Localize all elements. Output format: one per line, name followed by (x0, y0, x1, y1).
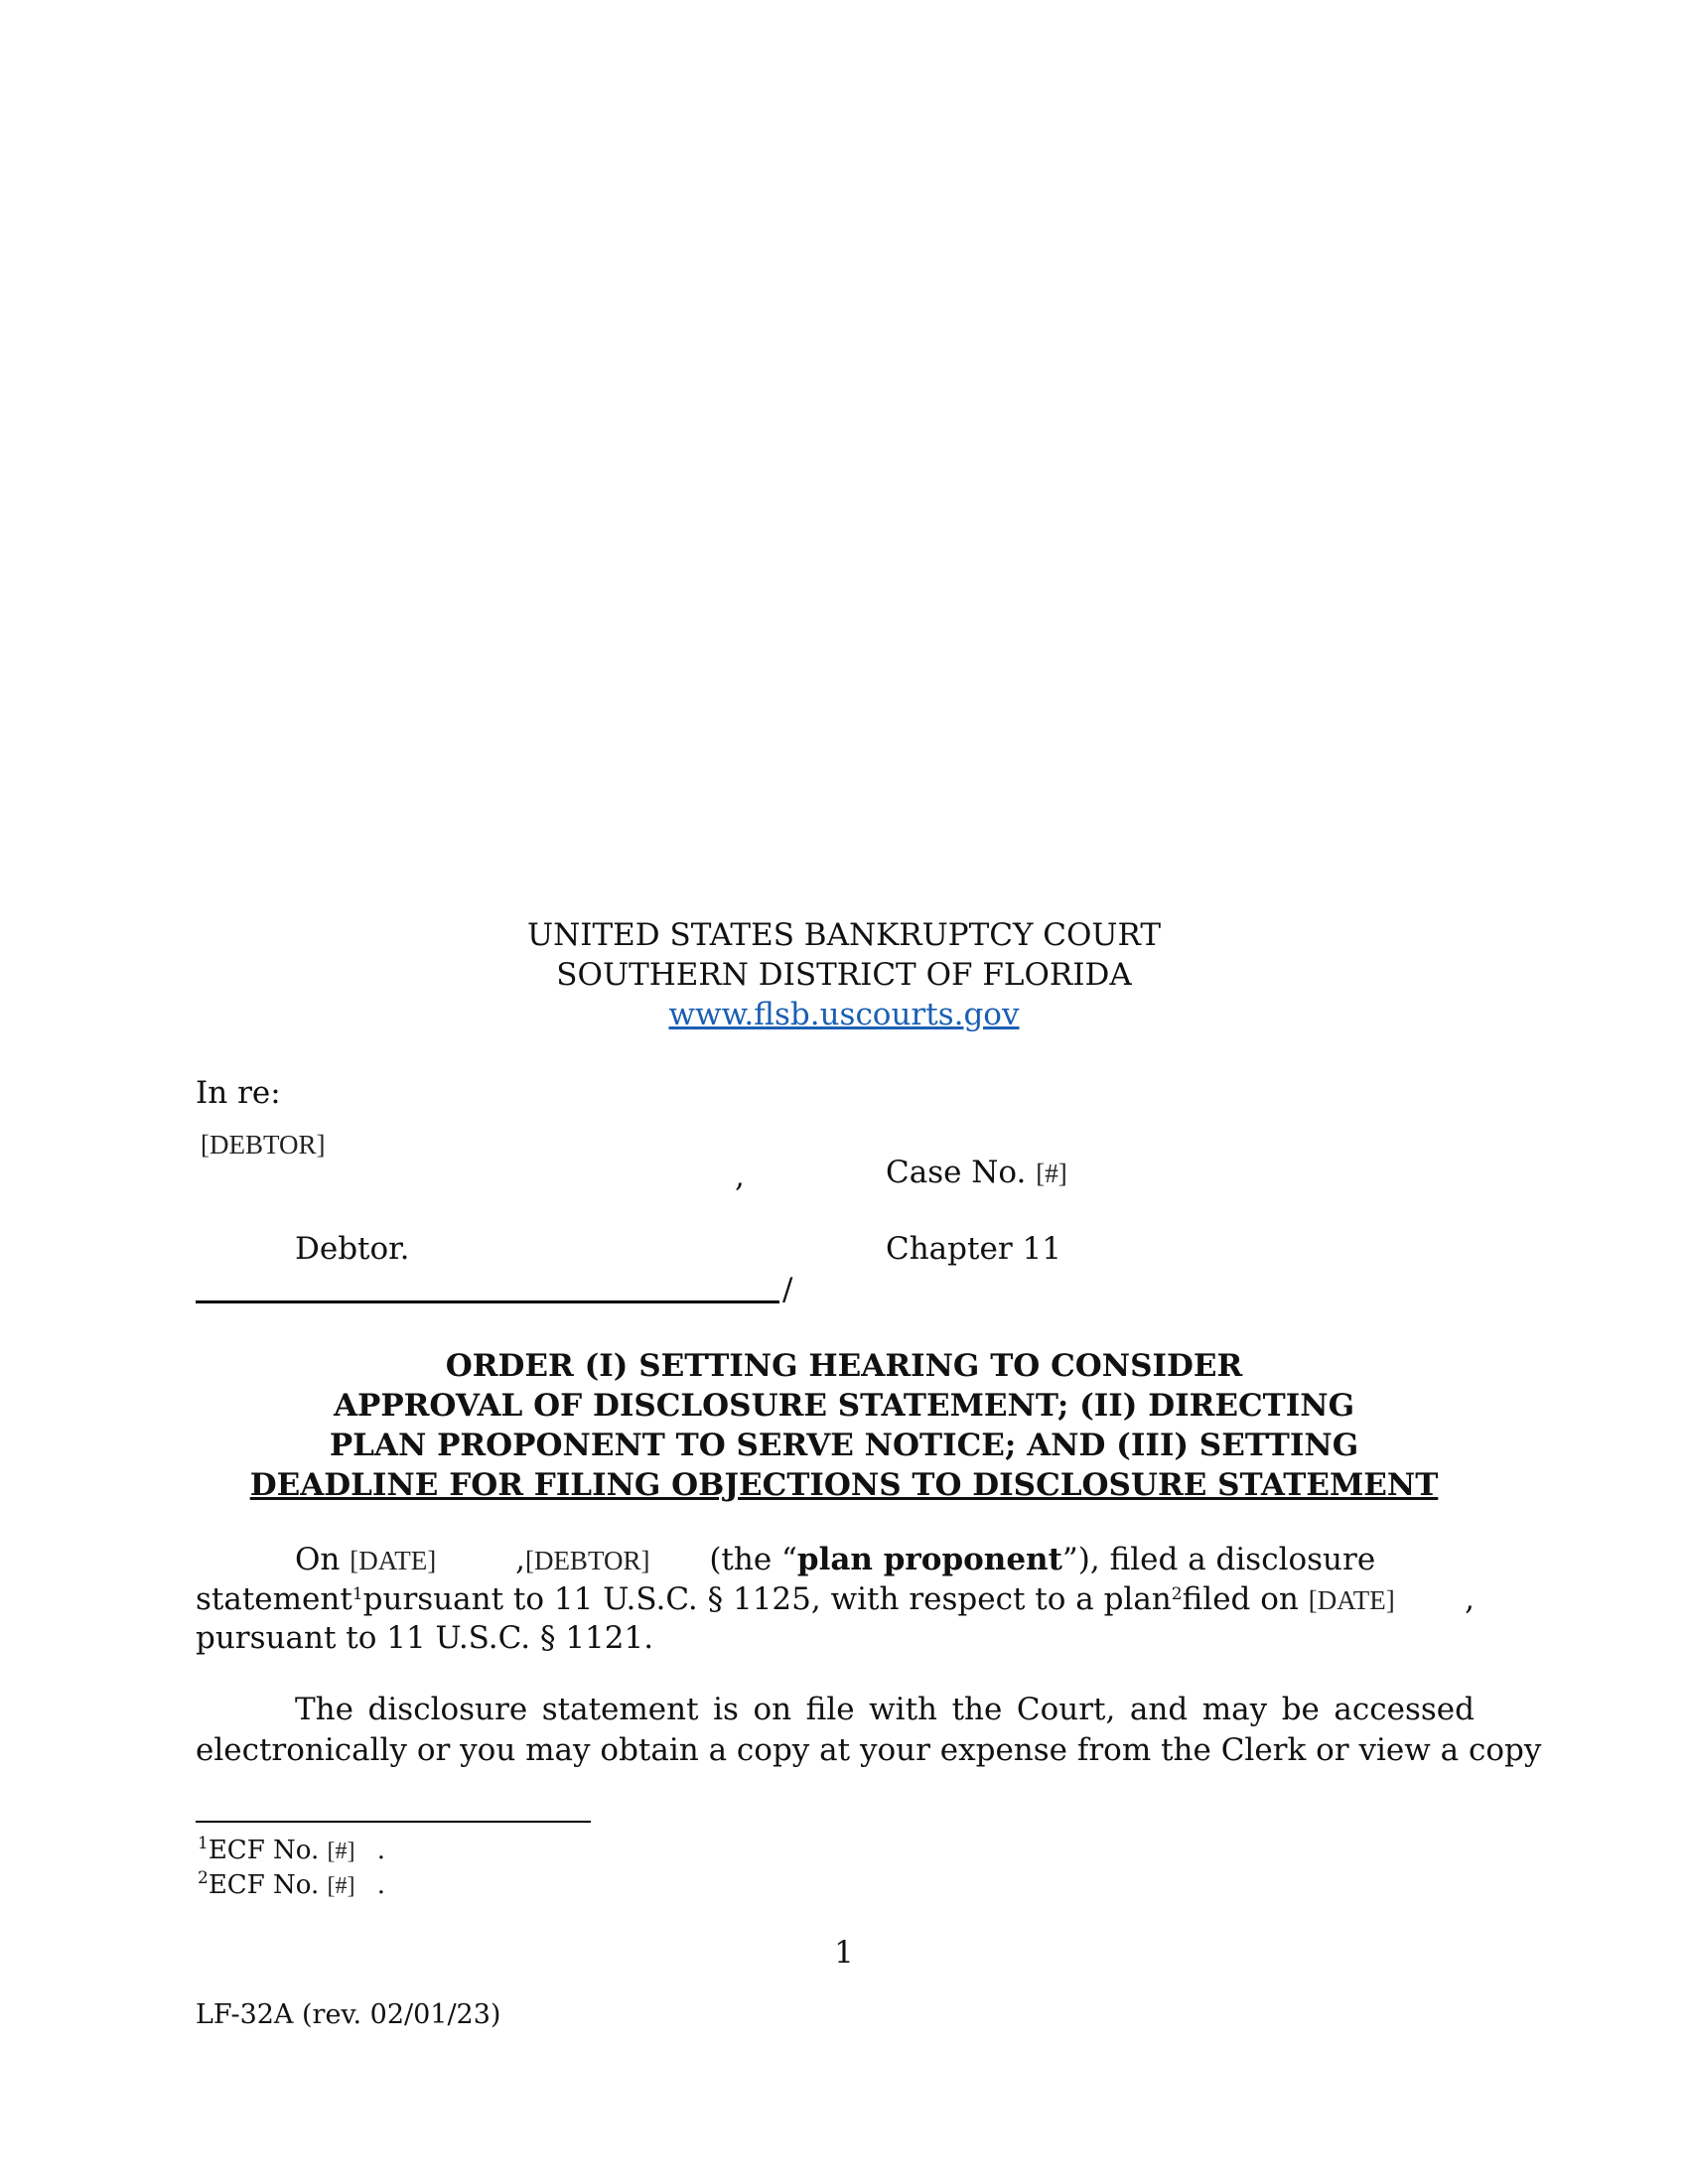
filed-text: ”), filed a disclosure (1061, 1542, 1376, 1577)
footnote-number: 2 (198, 1868, 209, 1888)
footnote-ref-1[interactable]: 1 (352, 1584, 363, 1604)
title-line-1: ORDER (I) SETTING HEARING TO CONSIDER (445, 1348, 1243, 1384)
court-website-link[interactable]: www.flsb.uscourts.gov (668, 997, 1020, 1032)
district-name: SOUTHERN DISTRICT OF FLORIDA (556, 957, 1132, 993)
pursuant-text: pursuant to 11 U.S.C. § 1125, with respect to a plan (362, 1581, 1172, 1617)
the-text: (the “ (709, 1542, 797, 1577)
on-text: On (295, 1542, 341, 1577)
footnote-2 (198, 1869, 385, 1902)
para2-line-2: electronically or you may obtain a copy at your expense from the Clerk or view a copy (196, 1732, 1542, 1768)
title-line-2: APPROVAL OF DISCLOSURE STATEMENT; (II) DIRECTING (333, 1388, 1355, 1424)
footnote-period: . (376, 1870, 385, 1900)
footnote-text: ECF No. (208, 1836, 320, 1865)
ecf-number-field[interactable]: [#] (327, 1873, 355, 1899)
caption-comma: , (735, 1159, 745, 1194)
chapter-label: Chapter 11 (886, 1231, 1061, 1267)
footnote-text: ECF No. (208, 1870, 320, 1900)
plan-proponent-field[interactable]: [DEBTOR] (524, 1546, 650, 1575)
footnote-rule (196, 1821, 591, 1823)
filed-on-text: filed on (1182, 1581, 1299, 1617)
filing-date-field[interactable]: [DATE] (350, 1546, 437, 1575)
comma: , (515, 1542, 525, 1577)
para1-line-3: pursuant to 11 U.S.C. § 1121. (196, 1620, 654, 1656)
ecf-number-field[interactable]: [#] (327, 1839, 355, 1864)
plan-date-field[interactable]: [DATE] (1308, 1585, 1395, 1615)
footnote-1 (198, 1835, 385, 1867)
court-name: UNITED STATES BANKRUPTCY COURT (526, 917, 1162, 953)
title-line-4: DEADLINE FOR FILING OBJECTIONS TO DISCLOSURE STATEMENT (249, 1467, 1439, 1503)
debtor-name-field[interactable]: [DEBTOR] (201, 1130, 326, 1160)
in-re-label: In re: (196, 1075, 281, 1111)
case-no-label: Case No. (886, 1155, 1027, 1190)
page-number: 1 (834, 1935, 854, 1971)
statement-text: statement (196, 1581, 352, 1617)
footnote-ref-2[interactable]: 2 (1171, 1584, 1183, 1604)
title-line-3: PLAN PROPONENT TO SERVE NOTICE; AND (III) SETTING (329, 1428, 1359, 1463)
caption-slash: / (782, 1272, 793, 1307)
caption-rule (196, 1300, 779, 1303)
footnote-number: 1 (198, 1834, 209, 1853)
para2-line-1: The disclosure statement is on file with the Court, and may be accessed (295, 1692, 1475, 1727)
case-number-field[interactable]: [#] (1036, 1159, 1067, 1188)
comma: , (1465, 1581, 1475, 1617)
form-id: LF-32A (rev. 02/01/23) (196, 1999, 501, 2030)
footnote-period: . (376, 1836, 385, 1865)
debtor-label: Debtor. (295, 1231, 410, 1267)
case-number (886, 1153, 1067, 1193)
plan-proponent-term: plan proponent (796, 1542, 1062, 1577)
